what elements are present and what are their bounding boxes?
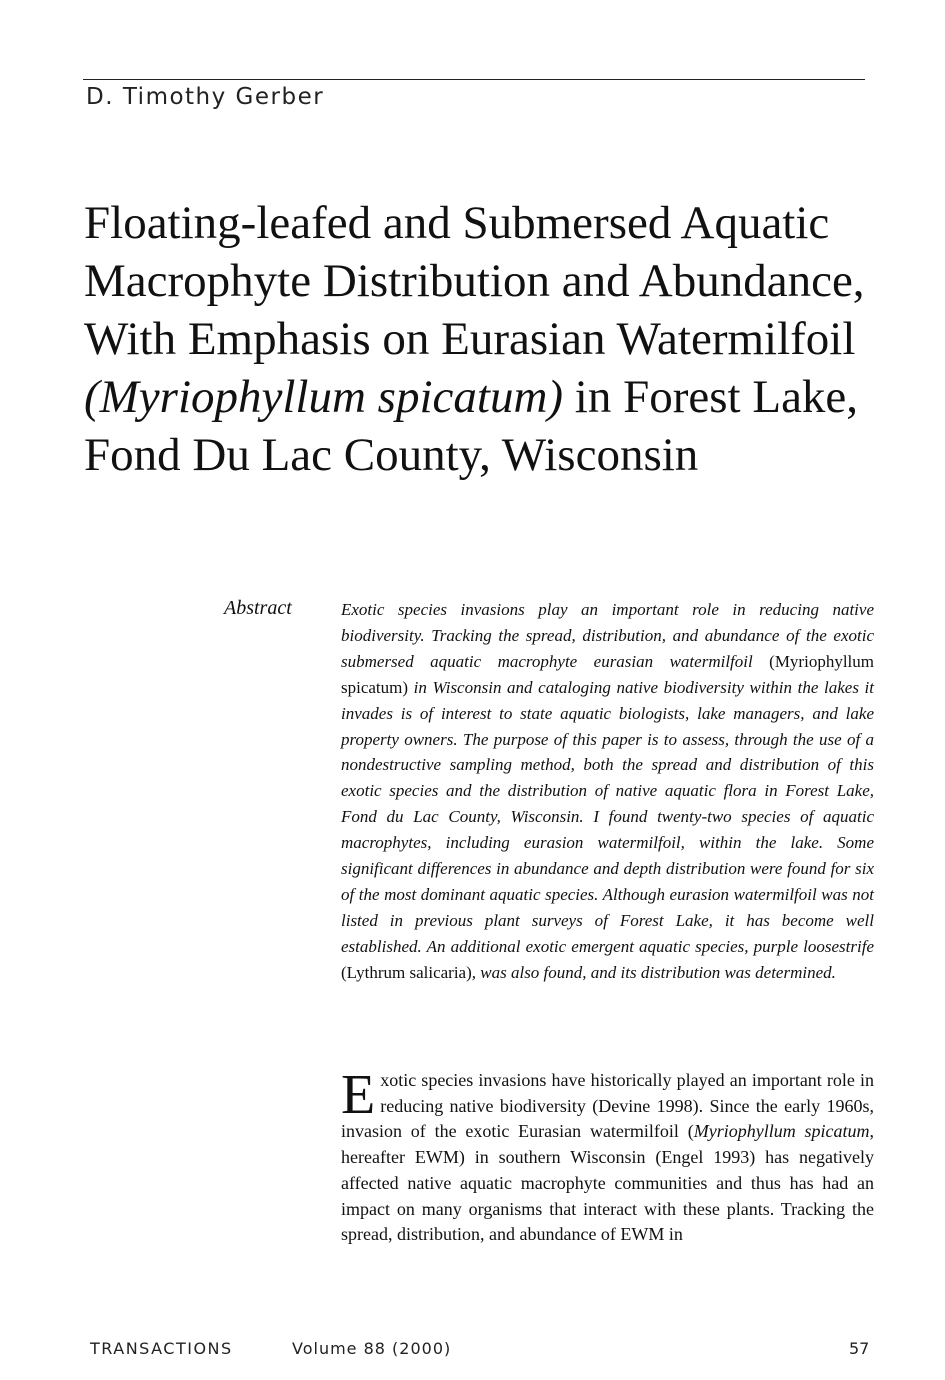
body-part-1: xotic species invasions have historically played an important role in reducing native biodiversity (Devine 1998). Since the early 1960s, invasion of the exotic Eurasian watermilfoil ( (341, 1070, 874, 1142)
footer-volume: Volume 88 (2000) (292, 1339, 452, 1358)
title-line-4 (84, 368, 884, 426)
article-title (84, 194, 884, 484)
abstract-label: Abstract (224, 597, 292, 619)
body-paragraph (341, 1064, 874, 1248)
footer-journal-name: TRANSACTIONS (90, 1339, 233, 1358)
title-line-3: With Emphasis on Eurasian Watermilfoil (84, 313, 856, 365)
drop-cap: E (341, 1064, 376, 1126)
body-part-2: , hereafter EWM) in southern Wisconsin (Engel 1993) has negatively affected native aquatic macrophyte communities and thus has had an impact on many organisms that interact with these plants. Tracking the spread, distribution, and abundance of EWM in (341, 1121, 874, 1245)
footer-page-number: 57 (849, 1339, 870, 1358)
title-line-4-rest: in Forest Lake, (563, 371, 859, 423)
abstract-part-3: , was also found, and its distribution was determined. (471, 962, 836, 982)
abstract-species-1: (Myriophyllum spicatum) (341, 651, 874, 697)
title-line-5: Fond Du Lac County, Wisconsin (84, 429, 699, 481)
body-species-name: Myriophyllum spicatum (693, 1121, 870, 1142)
title-species-name: (Myriophyllum spicatum) (84, 371, 564, 423)
title-line-1: Floating-leafed and Submersed Aquatic (84, 197, 830, 249)
abstract-species-2: (Lythrum salicaria) (341, 962, 472, 982)
abstract-part-1: Exotic species invasions play an important role in reducing native biodiversity. Tracking the spread, distribution, and abundance of the exotic submersed aquatic macrophyte eurasian watermilfoil (341, 600, 874, 671)
abstract-part-2: in Wisconsin and cataloging native biodiversity within the lakes it invades is of interest to state aquatic biologists, lake managers, and lake property owners. The purpose of this paper is to assess, through the use of a nondestructive sampling method, both the spread and distribution of this exotic species and the distribution of native aquatic flora in Forest Lake, Fond du Lac County, Wisconsin. I found twenty-two species of aquatic macrophytes, including eurasion watermilfoil, within the lake. Some significant differences in abundance and depth distribution were found for six of the most dominant aquatic species. Although eurasion watermilfoil was not listed in previous plant surveys of Forest Lake, it has become well established. An additional exotic emergent aquatic species, purple loosestrife (341, 677, 874, 956)
title-line-2: Macrophyte Distribution and Abundance, (84, 255, 865, 307)
header-rule (83, 79, 865, 80)
abstract-text (341, 597, 874, 986)
author-name: D. Timothy Gerber (86, 84, 325, 110)
